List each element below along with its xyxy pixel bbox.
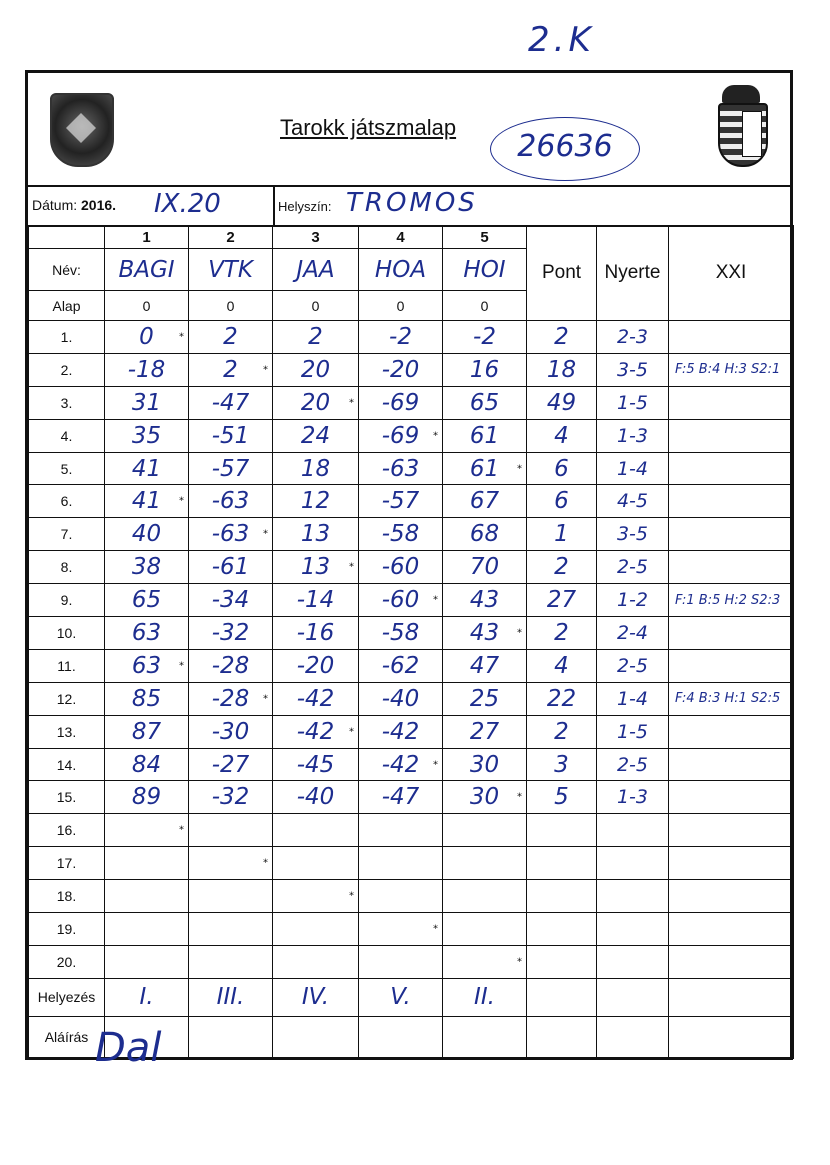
score-cell	[105, 847, 189, 880]
nyerte-cell: 2-5	[597, 551, 669, 584]
xxi-cell: F:1 B:5 H:2 S2:3	[669, 584, 794, 617]
nyerte-cell: 1-5	[597, 715, 669, 748]
xxi-cell	[669, 452, 794, 485]
xxi-cell	[669, 386, 794, 419]
score-cell: 2 *	[189, 353, 273, 386]
dealer-marker-icon: *	[179, 660, 184, 672]
round-row	[29, 452, 794, 485]
nyerte-cell: 2-5	[597, 748, 669, 781]
pont-cell: 2	[527, 715, 597, 748]
score-cell: 13 *	[273, 551, 359, 584]
score-cell: -2	[443, 321, 527, 354]
score-cell: -14	[273, 584, 359, 617]
dealer-marker-icon: *	[433, 594, 438, 606]
nyerte-cell	[597, 913, 669, 946]
round-row	[29, 649, 794, 682]
score-cell: 84	[105, 748, 189, 781]
round-label: 7.	[29, 518, 105, 551]
player-col-header: 2	[189, 226, 273, 249]
dealer-marker-icon: *	[517, 956, 522, 968]
nyerte-cell: 1-3	[597, 419, 669, 452]
round-label: 19.	[29, 913, 105, 946]
nyerte-cell: 4-5	[597, 485, 669, 518]
score-cell: -30	[189, 715, 273, 748]
alap-value: 0	[105, 291, 189, 321]
score-cell: 30 *	[443, 781, 527, 814]
round-row	[29, 518, 794, 551]
alap-value: 0	[273, 291, 359, 321]
placing-row	[29, 978, 794, 1016]
score-cell: 41 *	[105, 485, 189, 518]
score-cell: 12	[273, 485, 359, 518]
score-cell	[359, 945, 443, 978]
score-cell: -40	[359, 682, 443, 715]
xxi-cell	[669, 880, 794, 913]
score-cell	[273, 847, 359, 880]
score-cell: -57	[189, 452, 273, 485]
nyerte-cell: 3-5	[597, 353, 669, 386]
pont-cell: 18	[527, 353, 597, 386]
round-row	[29, 945, 794, 978]
score-cell: 38	[105, 551, 189, 584]
score-cell	[105, 814, 189, 847]
score-cell: 25	[443, 682, 527, 715]
date-label: Dátum: 2016.	[32, 197, 117, 213]
score-cell: 0 *	[105, 321, 189, 354]
score-cell: 43	[443, 584, 527, 617]
pont-cell: 49	[527, 386, 597, 419]
placing-value: V.	[359, 978, 443, 1016]
round-label: 1.	[29, 321, 105, 354]
alap-value: 0	[359, 291, 443, 321]
alap-value: 0	[443, 291, 527, 321]
round-label: 12.	[29, 682, 105, 715]
pont-cell	[527, 847, 597, 880]
pont-cell: 2	[527, 321, 597, 354]
xxi-cell: F:4 B:3 H:1 S2:5	[669, 682, 794, 715]
score-cell: -47	[359, 781, 443, 814]
pont-cell: 27	[527, 584, 597, 617]
dealer-marker-icon: *	[349, 561, 354, 573]
round-label: 8.	[29, 551, 105, 584]
xxi-cell	[669, 485, 794, 518]
score-cell: 87	[105, 715, 189, 748]
pont-cell	[527, 945, 597, 978]
score-cell: -63	[189, 485, 273, 518]
signature-label: Aláírás Dal	[29, 1016, 105, 1058]
dealer-marker-icon: *	[179, 495, 184, 507]
score-cell	[273, 814, 359, 847]
round-label: 9.	[29, 584, 105, 617]
score-cell: 27	[443, 715, 527, 748]
score-cell: -16	[273, 617, 359, 650]
coat-of-arms-icon	[716, 85, 766, 167]
placing-label: Helyezés	[29, 978, 105, 1016]
score-cell	[273, 880, 359, 913]
score-cell: 41	[105, 452, 189, 485]
sheet-header	[28, 73, 790, 187]
nyerte-cell	[597, 847, 669, 880]
alap-value: 0	[189, 291, 273, 321]
placing-value: III.	[189, 978, 273, 1016]
round-label: 3.	[29, 386, 105, 419]
dealer-marker-icon: *	[517, 791, 522, 803]
dealer-marker-icon: *	[179, 824, 184, 836]
score-cell: -18	[105, 353, 189, 386]
round-label: 6.	[29, 485, 105, 518]
score-cell: -45	[273, 748, 359, 781]
signature-row	[29, 1016, 794, 1058]
score-cell	[189, 945, 273, 978]
pont-cell: 4	[527, 649, 597, 682]
round-row	[29, 584, 794, 617]
nyerte-cell: 2-5	[597, 649, 669, 682]
round-row	[29, 551, 794, 584]
xxi-cell	[669, 551, 794, 584]
score-cell	[359, 814, 443, 847]
score-cell: -57	[359, 485, 443, 518]
score-cell: 20	[273, 353, 359, 386]
player-col-header: 3	[273, 226, 359, 249]
dealer-marker-icon: *	[263, 693, 268, 705]
round-row	[29, 617, 794, 650]
placing-value: II.	[443, 978, 527, 1016]
pont-cell: 3	[527, 748, 597, 781]
nyerte-cell: 1-4	[597, 452, 669, 485]
score-cell	[189, 913, 273, 946]
score-cell: 16	[443, 353, 527, 386]
round-row	[29, 748, 794, 781]
round-label: 18.	[29, 880, 105, 913]
dealer-marker-icon: *	[263, 528, 268, 540]
xxi-cell	[669, 649, 794, 682]
score-cell: -34	[189, 584, 273, 617]
dealer-marker-icon: *	[263, 364, 268, 376]
score-cell	[105, 880, 189, 913]
score-cell: -40	[273, 781, 359, 814]
alap-label: Alap	[29, 291, 105, 321]
pont-cell: 5	[527, 781, 597, 814]
location-value: TROMOS	[346, 188, 478, 218]
xxi-cell	[669, 321, 794, 354]
xxi-cell	[669, 814, 794, 847]
score-cell: -2	[359, 321, 443, 354]
score-cell: -58	[359, 617, 443, 650]
score-cell	[273, 913, 359, 946]
score-cell: 13	[273, 518, 359, 551]
player-col-header: 5	[443, 226, 527, 249]
nyerte-cell	[597, 814, 669, 847]
score-cell: 2	[189, 321, 273, 354]
round-row	[29, 386, 794, 419]
score-cell: -62	[359, 649, 443, 682]
pont-cell: 2	[527, 617, 597, 650]
nyerte-cell	[597, 880, 669, 913]
score-table	[28, 225, 794, 1071]
score-cell: 43 *	[443, 617, 527, 650]
score-cell: -58	[359, 518, 443, 551]
score-cell: 68	[443, 518, 527, 551]
score-cell: -63 *	[189, 518, 273, 551]
score-cell	[359, 847, 443, 880]
score-cell	[105, 945, 189, 978]
score-cell	[443, 847, 527, 880]
dealer-marker-icon: *	[433, 759, 438, 771]
pont-cell	[527, 880, 597, 913]
xxi-cell	[669, 913, 794, 946]
score-cell: -20	[273, 649, 359, 682]
score-cell: 85	[105, 682, 189, 715]
score-cell: -61	[189, 551, 273, 584]
dealer-marker-icon: *	[433, 923, 438, 935]
xxi-header: XXI	[669, 226, 794, 321]
score-cell: 63	[105, 617, 189, 650]
xxi-cell	[669, 715, 794, 748]
score-cell: -51	[189, 419, 273, 452]
score-cell: 2	[273, 321, 359, 354]
score-cell: -28 *	[189, 682, 273, 715]
corner-cell	[29, 226, 105, 249]
round-label: 14.	[29, 748, 105, 781]
dealer-marker-icon: *	[263, 857, 268, 869]
xxi-cell	[669, 617, 794, 650]
round-row	[29, 847, 794, 880]
score-cell: -47	[189, 386, 273, 419]
score-cell: -27	[189, 748, 273, 781]
nyerte-cell: 1-2	[597, 584, 669, 617]
score-cell: 18	[273, 452, 359, 485]
player-name: JAA	[273, 249, 359, 291]
round-label: 11.	[29, 649, 105, 682]
player-name: HOI	[443, 249, 527, 291]
score-cell: 20 *	[273, 386, 359, 419]
info-row	[28, 185, 790, 227]
round-label: 4.	[29, 419, 105, 452]
player-name: VTK	[189, 249, 273, 291]
score-cell	[359, 880, 443, 913]
location-label: Helyszín:	[278, 199, 332, 214]
nyerte-cell: 1-4	[597, 682, 669, 715]
round-row	[29, 880, 794, 913]
round-label: 17.	[29, 847, 105, 880]
round-row	[29, 715, 794, 748]
score-cell: -69 *	[359, 419, 443, 452]
score-cell: -42 *	[273, 715, 359, 748]
score-cell: 61 *	[443, 452, 527, 485]
nyerte-header: Nyerte	[597, 226, 669, 321]
dealer-marker-icon: *	[517, 463, 522, 474]
score-cell: -69	[359, 386, 443, 419]
player-col-header: 1	[105, 226, 189, 249]
placing-value: IV.	[273, 978, 359, 1016]
pont-cell: 22	[527, 682, 597, 715]
score-cell	[443, 880, 527, 913]
round-row	[29, 682, 794, 715]
date-value: IX.20	[154, 189, 221, 219]
score-cell: 70	[443, 551, 527, 584]
pont-cell: 6	[527, 452, 597, 485]
pont-cell: 1	[527, 518, 597, 551]
pont-cell: 4	[527, 419, 597, 452]
score-cell	[443, 814, 527, 847]
score-cell: 67	[443, 485, 527, 518]
placing-value: I.	[105, 978, 189, 1016]
dealer-marker-icon: *	[433, 430, 438, 442]
score-cell: -60	[359, 551, 443, 584]
name-label: Név:	[29, 249, 105, 291]
score-cell: -42 *	[359, 748, 443, 781]
xxi-cell: F:5 B:4 H:3 S2:1	[669, 353, 794, 386]
nyerte-cell: 2-3	[597, 321, 669, 354]
round-label: 10.	[29, 617, 105, 650]
round-label: 20.	[29, 945, 105, 978]
score-cell: 30	[443, 748, 527, 781]
score-cell: -28	[189, 649, 273, 682]
score-cell	[443, 913, 527, 946]
serial-number: 26636	[490, 117, 640, 181]
dealer-marker-icon: *	[349, 397, 354, 409]
nyerte-cell: 1-5	[597, 386, 669, 419]
xxi-cell	[669, 781, 794, 814]
xxi-cell	[669, 419, 794, 452]
score-cell: 35	[105, 419, 189, 452]
xxi-cell	[669, 847, 794, 880]
round-label: 15.	[29, 781, 105, 814]
score-cell	[189, 814, 273, 847]
player-name: BAGI	[105, 249, 189, 291]
score-cell: -32	[189, 781, 273, 814]
signature: Dal	[95, 1024, 162, 1071]
score-cell	[443, 945, 527, 978]
score-cell: 31	[105, 386, 189, 419]
score-cell: 89	[105, 781, 189, 814]
nyerte-cell: 2-4	[597, 617, 669, 650]
score-cell: 61	[443, 419, 527, 452]
score-cell: 65	[105, 584, 189, 617]
round-row	[29, 485, 794, 518]
score-cell	[359, 913, 443, 946]
score-cell: 63 *	[105, 649, 189, 682]
dealer-marker-icon: *	[517, 627, 522, 639]
score-cell: -42	[359, 715, 443, 748]
round-row	[29, 781, 794, 814]
score-cell: 40	[105, 518, 189, 551]
player-col-header: 4	[359, 226, 443, 249]
round-label: 16.	[29, 814, 105, 847]
round-label: 5.	[29, 452, 105, 485]
score-cell: -32	[189, 617, 273, 650]
nyerte-cell: 1-3	[597, 781, 669, 814]
round-row	[29, 353, 794, 386]
score-cell: -60 *	[359, 584, 443, 617]
score-cell	[273, 945, 359, 978]
pont-cell: 2	[527, 551, 597, 584]
round-row	[29, 321, 794, 354]
dealer-marker-icon: *	[349, 890, 354, 902]
round-row	[29, 913, 794, 946]
club-logo-icon	[50, 93, 114, 167]
round-label: 2.	[29, 353, 105, 386]
xxi-cell	[669, 518, 794, 551]
score-cell: -63	[359, 452, 443, 485]
score-cell: 65	[443, 386, 527, 419]
pont-cell: 6	[527, 485, 597, 518]
score-cell	[189, 880, 273, 913]
pont-cell	[527, 814, 597, 847]
dealer-marker-icon: *	[349, 726, 354, 738]
page-title: Tarokk játszmalap	[280, 115, 457, 140]
dealer-marker-icon: *	[179, 331, 184, 343]
player-name: HOA	[359, 249, 443, 291]
score-cell: -20	[359, 353, 443, 386]
score-cell: -42	[273, 682, 359, 715]
corner-note: 2.K	[528, 20, 595, 60]
score-cell	[105, 913, 189, 946]
score-sheet	[25, 70, 793, 1071]
pont-cell	[527, 913, 597, 946]
pont-header: Pont	[527, 226, 597, 321]
score-cell: 24	[273, 419, 359, 452]
nyerte-cell	[597, 945, 669, 978]
nyerte-cell: 3-5	[597, 518, 669, 551]
round-row	[29, 814, 794, 847]
score-cell: 47	[443, 649, 527, 682]
round-label: 13.	[29, 715, 105, 748]
score-cell	[189, 847, 273, 880]
round-row	[29, 419, 794, 452]
xxi-cell	[669, 945, 794, 978]
xxi-cell	[669, 748, 794, 781]
